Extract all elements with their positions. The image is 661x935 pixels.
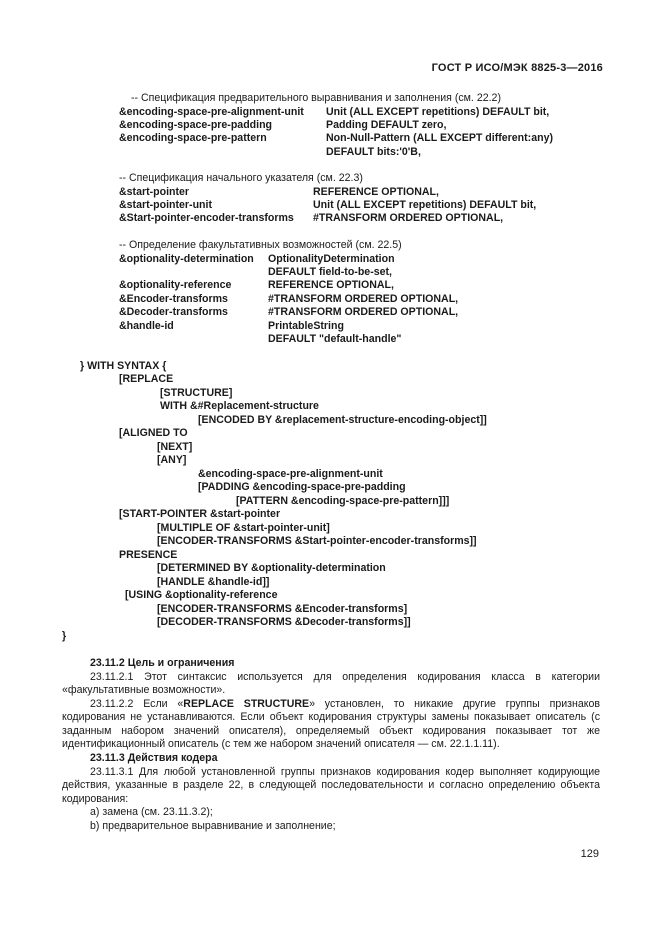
field-value: Unit (ALL EXCEPT repetitions) DEFAULT bit,	[313, 199, 537, 211]
syntax-line: [ENCODER-TRANSFORMS &Start-pointer-encoder-transforms]]	[157, 535, 477, 547]
list-item: b) предварительное выравнивание и заполнение;	[90, 820, 336, 832]
syntax-line: } WITH SYNTAX {	[80, 360, 167, 372]
syntax-line: PRESENCE	[119, 549, 178, 561]
field-value: DEFAULT "default-handle"	[268, 333, 402, 345]
field-value: #TRANSFORM ORDERED OPTIONAL,	[313, 212, 504, 224]
field-name: &optionality-determination	[119, 253, 254, 265]
running-header: ГОСТ Р ИСО/МЭК 8825-3—2016	[431, 62, 603, 74]
field-value: REFERENCE OPTIONAL,	[268, 279, 394, 291]
field-name: &handle-id	[119, 320, 174, 332]
syntax-line: [MULTIPLE OF &start-pointer-unit]	[157, 522, 330, 534]
section-heading: 23.11.2 Цель и ограничения	[90, 657, 235, 669]
field-value: #TRANSFORM ORDERED OPTIONAL,	[268, 306, 459, 318]
field-name: &start-pointer-unit	[119, 199, 212, 211]
page-number: 129	[580, 848, 599, 860]
field-value: REFERENCE OPTIONAL,	[313, 186, 439, 198]
syntax-line: [DECODER-TRANSFORMS &Decoder-transforms]]	[157, 616, 411, 628]
syntax-line: [PADDING &encoding-space-pre-padding	[198, 481, 406, 493]
field-value: PrintableString	[268, 320, 344, 332]
field-name: &encoding-space-pre-alignment-unit	[119, 106, 304, 118]
comment-pre-alignment: -- Спецификация предварительного выравнивания и заполнения (см. 22.2)	[131, 92, 501, 104]
syntax-line: [ANY]	[157, 454, 187, 466]
field-name: &encoding-space-pre-pattern	[119, 132, 267, 144]
paragraph: 23.11.3.1 Для любой установленной группы признаков кодирования кодер выполняет кодирующие действия, указанные в разделе 22, в следующей последовательности и согласно определению объекта кодирования:	[62, 766, 600, 805]
field-value: Unit (ALL EXCEPT repetitions) DEFAULT bit,	[326, 106, 550, 118]
field-name: &Encoder-transforms	[119, 293, 228, 305]
field-value: DEFAULT bits:'0'B,	[326, 146, 421, 158]
syntax-line: [ENCODER-TRANSFORMS &Encoder-transforms]	[157, 603, 408, 615]
field-name: &Decoder-transforms	[119, 306, 228, 318]
field-value: #TRANSFORM ORDERED OPTIONAL,	[268, 293, 459, 305]
list-item: a) замена (см. 23.11.3.2);	[90, 806, 213, 818]
field-name: &start-pointer	[119, 186, 190, 198]
syntax-line: WITH &#Replacement-structure	[160, 400, 319, 412]
syntax-line: [ALIGNED TO	[119, 427, 188, 439]
field-name: &optionality-reference	[119, 279, 232, 291]
syntax-line: [DETERMINED BY &optionality-determination	[157, 562, 386, 574]
syntax-line: [HANDLE &handle-id]]	[157, 576, 270, 588]
syntax-line: [PATTERN &encoding-space-pre-pattern]]]	[236, 495, 450, 507]
syntax-line: &encoding-space-pre-alignment-unit	[198, 468, 383, 480]
syntax-line: [NEXT]	[157, 441, 193, 453]
comment-start-pointer: -- Спецификация начального указателя (см. 22.3)	[119, 172, 363, 184]
field-value: Padding DEFAULT zero,	[326, 119, 447, 131]
field-value: Non-Null-Pattern (ALL EXCEPT different:any)	[326, 132, 553, 144]
field-value: DEFAULT field-to-be-set,	[268, 266, 392, 278]
field-name: &Start-pointer-encoder-transforms	[119, 212, 294, 224]
syntax-line: [ENCODED BY &replacement-structure-encoding-object]]	[198, 414, 487, 426]
section-heading: 23.11.3 Действия кодера	[90, 752, 218, 764]
syntax-line: [REPLACE	[119, 373, 174, 385]
paragraph: 23.11.2.2 Если «REPLACE STRUCTURE» установлен, то никакие другие группы признаков кодирования не устанавливаются. Если объект кодирования структуры замены показывает описатель (с заданным набором значений описателя), определяемый объект кодирования показывает тот же идентификационный описатель (с тем же набором значений описателя — см. 22.1.1.11).	[62, 698, 601, 751]
syntax-line: }	[62, 630, 67, 642]
field-name: &encoding-space-pre-padding	[119, 119, 273, 131]
syntax-line: [START-POINTER &start-pointer	[119, 508, 281, 520]
field-value: OptionalityDetermination	[268, 253, 395, 265]
syntax-line: [STRUCTURE]	[160, 387, 233, 399]
paragraph: 23.11.2.1 Этот синтаксис используется для определения кодирования класса в категории «факультативные возможности».	[62, 671, 600, 697]
syntax-line: [USING &optionality-reference	[125, 589, 278, 601]
comment-optionality: -- Определение факультативных возможностей (см. 22.5)	[119, 239, 402, 251]
